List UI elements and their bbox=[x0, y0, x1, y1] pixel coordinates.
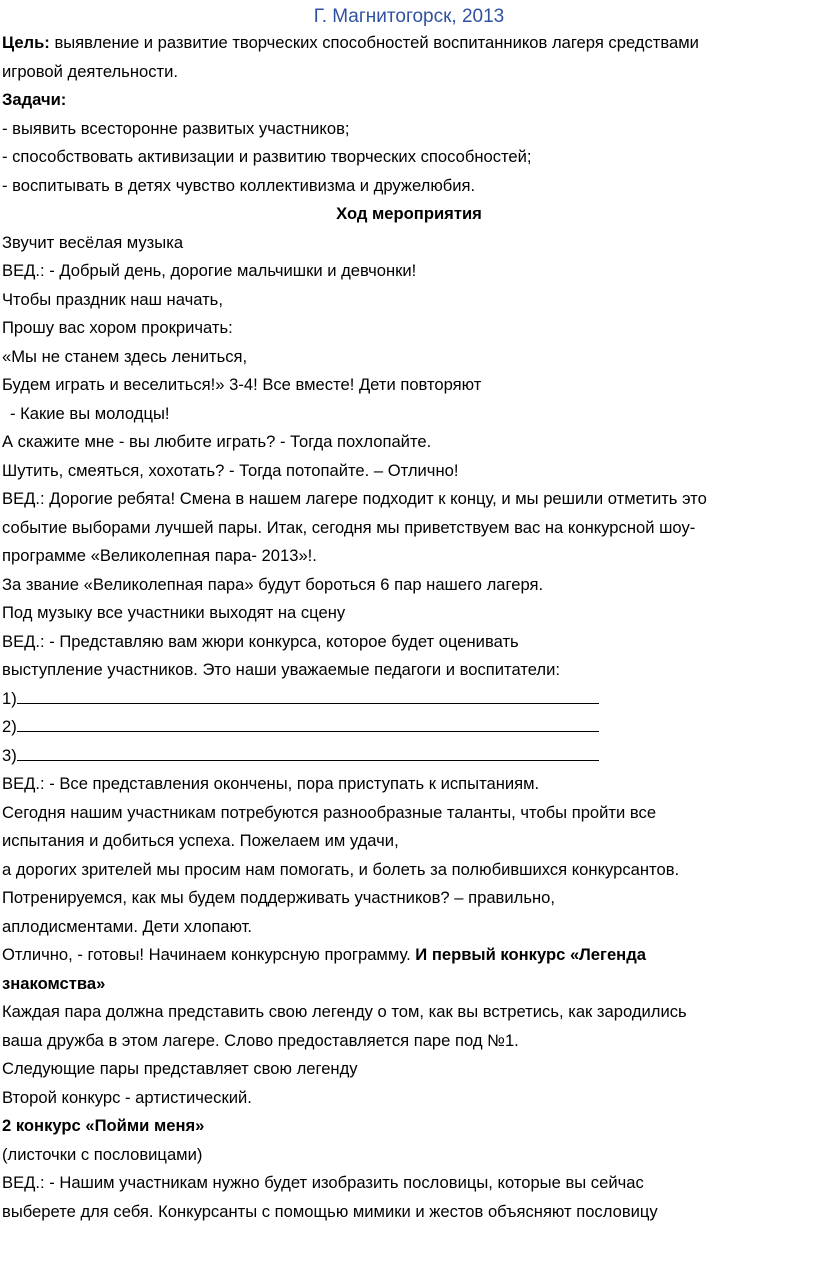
script-line: Шутить, смеяться, хохотать? - Тогда потопайте. – Отлично! bbox=[2, 460, 459, 480]
goal-text-1: выявление и развитие творческих способностей воспитанников лагеря средствами bbox=[49, 33, 699, 52]
script-line: За звание «Великолепная пара» будут бороться 6 пар нашего лагеря. bbox=[2, 574, 544, 594]
script-line: Следующие пары представляет свою легенду bbox=[2, 1059, 358, 1078]
goal-line-2: игровой деятельности. bbox=[2, 61, 179, 81]
script-line: А скажите мне - вы любите играть? - Тогда похлопайте. bbox=[2, 432, 432, 451]
script-line: Потренируемся, как мы будем поддерживать участников? – правильно, bbox=[2, 888, 555, 907]
jury-line bbox=[2, 742, 816, 771]
script-line: испытания и добиться успеха. Пожелаем им удачи, bbox=[2, 831, 399, 850]
contest-2-title: 2 конкурс «Пойми меня» bbox=[2, 1116, 205, 1135]
script-line: Под музыку все участники выходят на сцену bbox=[2, 603, 346, 622]
script-line: Чтобы праздник наш начать, bbox=[2, 289, 223, 309]
jury-number: 3) bbox=[2, 745, 17, 765]
goal-label: Цель: bbox=[2, 33, 50, 52]
script-line: Второй конкурс - артистический. bbox=[2, 1087, 252, 1107]
jury-number: 2) bbox=[2, 717, 17, 736]
jury-line bbox=[2, 685, 816, 714]
script-line: выступление участников. Это наши уважаемые педагоги и воспитатели: bbox=[2, 660, 560, 679]
contest-1-intro bbox=[2, 941, 816, 970]
script-line: «Мы не станем здесь лениться, bbox=[2, 346, 248, 366]
task-item: - воспитывать в детях чувство коллективизма и дружелюбия. bbox=[2, 175, 476, 195]
contest-1-prefix: Отлично, - готовы! Начинаем конкурсную программу. bbox=[2, 945, 416, 964]
task-item: - способствовать активизации и развитию творческих способностей; bbox=[2, 147, 532, 166]
fill-blank bbox=[17, 745, 599, 761]
script-line-indented: - Какие вы молодцы! bbox=[10, 403, 170, 423]
contest-1-title: И первый конкурс «Легенда bbox=[415, 945, 646, 964]
goal-line-1 bbox=[2, 29, 816, 58]
script-line: ВЕД.: - Нашим участникам нужно будет изобразить пословицы, которые вы сейчас bbox=[2, 1173, 644, 1192]
section-title: Ход мероприятия bbox=[336, 204, 482, 223]
script-line: а дорогих зрителей мы просим нам помогать, и болеть за полюбившихся конкурсантов. bbox=[2, 859, 680, 879]
script-line: аплодисментами. Дети хлопают. bbox=[2, 916, 252, 936]
fill-blank bbox=[17, 716, 599, 732]
script-line: ваша дружба в этом лагере. Слово предоставляется паре под №1. bbox=[2, 1030, 519, 1050]
script-line: Каждая пара должна представить свою легенду о том, как вы встретись, как зародились bbox=[2, 1002, 687, 1021]
script-line: (листочки с пословицами) bbox=[2, 1144, 203, 1164]
fill-blank bbox=[17, 688, 599, 704]
script-line: Сегодня нашим участникам потребуются разнообразные таланты, чтобы пройти все bbox=[2, 802, 657, 822]
jury-number: 1) bbox=[2, 688, 17, 708]
script-line: ВЕД.: - Все представления окончены, пора приступать к испытаниям. bbox=[2, 774, 540, 793]
task-item: - выявить всесторонне развитых участников; bbox=[2, 118, 350, 138]
script-line: ВЕД.: - Представляю вам жюри конкурса, которое будет оценивать bbox=[2, 631, 519, 651]
script-line: программе «Великолепная пара- 2013»!. bbox=[2, 546, 317, 565]
script-line: Будем играть и веселиться!» 3-4! Все вместе! Дети повторяют bbox=[2, 375, 482, 394]
script-line: ВЕД.: - Добрый день, дорогие мальчишки и девчонки! bbox=[2, 261, 417, 280]
tasks-label: Задачи: bbox=[2, 90, 67, 109]
contest-1-title-cont: знакомства» bbox=[2, 973, 106, 993]
document-header: Г. Магнитогорск, 2013 bbox=[313, 6, 505, 27]
script-line: Прошу вас хором прокричать: bbox=[2, 318, 233, 337]
script-line: ВЕД.: Дорогие ребята! Смена в нашем лагере подходит к концу, и мы решили отметить это bbox=[2, 489, 707, 508]
jury-line bbox=[2, 713, 816, 742]
script-line: Звучит весёлая музыка bbox=[2, 232, 184, 252]
script-line: событие выборами лучшей пары. Итак, сегодня мы приветствуем вас на конкурсной шоу- bbox=[2, 517, 696, 537]
script-line: выберете для себя. Конкурсанты с помощью мимики и жестов объясняют пословицу bbox=[2, 1201, 658, 1221]
